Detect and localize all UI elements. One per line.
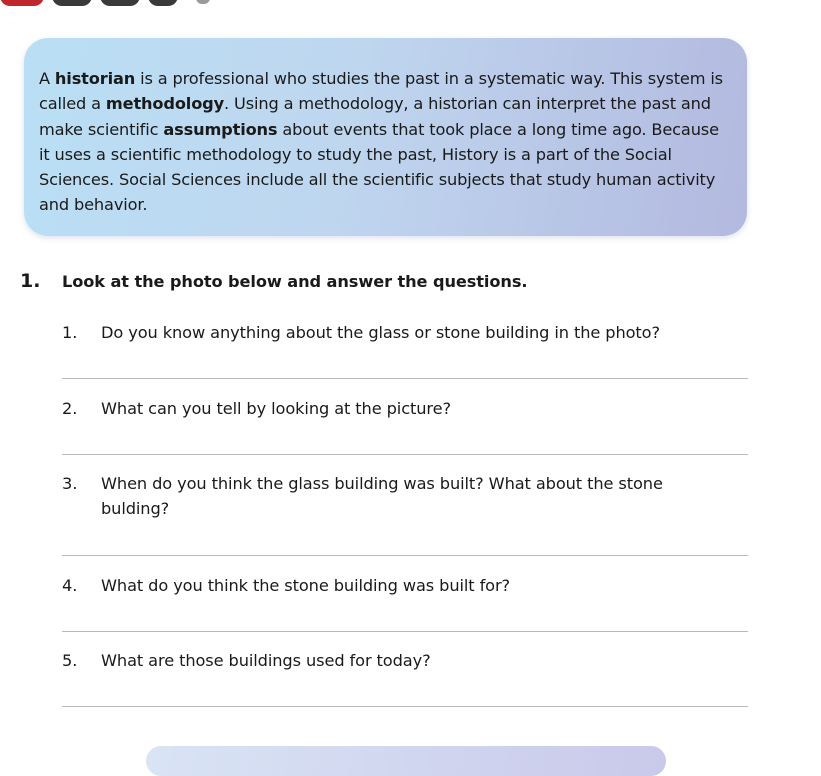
- question-number: 2.: [62, 399, 78, 418]
- header-dot: [52, 0, 92, 6]
- question-text: What do you think the stone building was built for?: [101, 576, 511, 595]
- exercise-number: 1.: [20, 270, 41, 292]
- answer-line[interactable]: [62, 706, 748, 707]
- info-box: [24, 38, 747, 236]
- question-item: [62, 573, 732, 598]
- question-item: [62, 396, 732, 421]
- header-decoration: [0, 0, 260, 10]
- header-dot: [196, 0, 210, 4]
- question-item: [62, 648, 732, 673]
- question-text: Do you know anything about the glass or stone building in the photo?: [101, 323, 660, 342]
- question-item: [62, 320, 732, 345]
- text-segment: . Using a methodology, a historian can interpret the past and make scientific: [39, 94, 711, 139]
- term-methodology: methodology: [105, 94, 225, 114]
- question-number: 1.: [62, 323, 78, 342]
- answer-line[interactable]: [62, 454, 748, 455]
- question-text: What can you tell by looking at the picture?: [101, 399, 451, 418]
- next-box-edge: [146, 746, 666, 776]
- question-number: 3.: [62, 474, 78, 493]
- answer-line[interactable]: [62, 378, 748, 379]
- question-text: When do you think the glass building was built? What about the stone bulding?: [101, 474, 663, 518]
- question-number: 4.: [62, 576, 78, 595]
- question-item: [62, 471, 732, 521]
- answer-line[interactable]: [62, 631, 748, 632]
- header-dot: [148, 0, 178, 6]
- question-number: 5.: [62, 651, 78, 670]
- text-segment: about events that took place a long time ago. Because it uses a scientific methodology to study the past, History is a part of the Social Sciences. Social Sciences include all the scientific subjects that study human activity and behavior.: [39, 119, 719, 215]
- text-segment: A: [39, 69, 55, 88]
- answer-line[interactable]: [62, 555, 748, 556]
- text-segment: is a professional who studies the past in a systematic way. This system is called a: [39, 69, 723, 114]
- info-text: [39, 69, 723, 214]
- exercise-instruction: Look at the photo below and answer the questions.: [62, 272, 528, 291]
- question-text: What are those buildings used for today?: [101, 651, 431, 670]
- term-assumptions: assumptions: [163, 119, 278, 139]
- header-dot: [100, 0, 140, 6]
- header-dot: [0, 0, 44, 6]
- term-historian: historian: [54, 69, 136, 88]
